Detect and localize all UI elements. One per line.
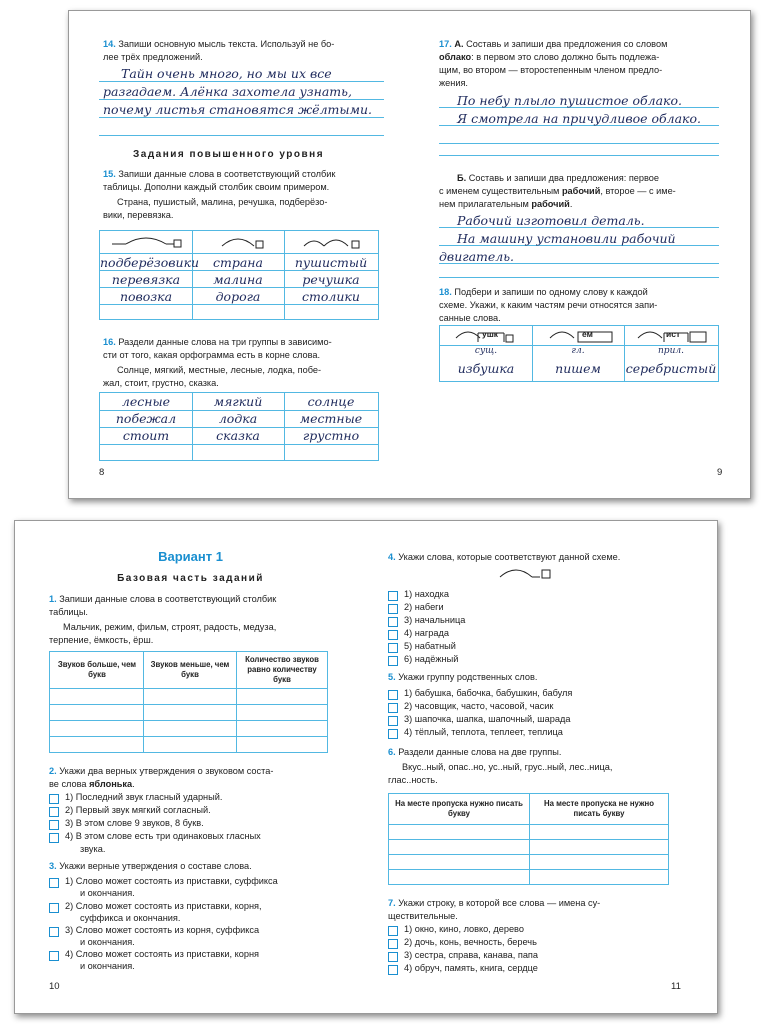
task-1: 1. Запиши данные слова в соответствующий столбик xyxy=(49,594,277,604)
answer-checkbox[interactable] xyxy=(49,807,59,817)
part-of-speech: сущ. xyxy=(474,346,498,356)
morpheme-scheme-icon xyxy=(110,234,184,250)
task-16: 16. Раздели данные слова на три группы в зависимо- xyxy=(103,337,332,347)
task-3: 3. Укажи верные утверждения о составе слова. xyxy=(49,861,252,871)
variant-title: Вариант 1 xyxy=(158,549,223,564)
answer-checkbox[interactable] xyxy=(49,903,59,913)
task-14: 14. Запиши основную мысль текста. Используй не бо- xyxy=(103,39,335,49)
handwritten-answer-14-1: Тайн очень много, но мы их все xyxy=(121,66,332,81)
writing-line xyxy=(99,117,384,118)
table-cell: мягкий xyxy=(213,394,263,409)
answer-checkbox[interactable] xyxy=(388,591,398,601)
table-cell: пишем xyxy=(555,361,601,376)
task-7-line2: ществительные. xyxy=(388,911,458,921)
task-6-words2: глас..ность. xyxy=(388,775,438,785)
task-18: 18. Подбери и запиши по одному слову к каждой xyxy=(439,287,648,297)
option-label: 1) Последний звук гласный ударный. xyxy=(65,792,223,802)
morpheme-scheme-icon xyxy=(218,234,268,250)
answer-checkbox[interactable] xyxy=(388,716,398,726)
option-label-cont: и окончания. xyxy=(80,888,135,898)
option-label-cont: и окончания. xyxy=(80,961,135,971)
task-1-words2: терпение, ёмкость, ёрш. xyxy=(49,635,154,645)
task-16-words2: жал, стоит, грустно, сказка. xyxy=(103,378,219,388)
table-cell: подберёзовики xyxy=(100,255,200,270)
table-cell: повозка xyxy=(119,289,173,304)
option-label: 3) сестра, справа, канава, папа xyxy=(404,950,539,960)
answer-checkbox[interactable] xyxy=(388,690,398,700)
task-5: 5. Укажи группу родственных слов. xyxy=(388,672,538,682)
table-cell: страна xyxy=(213,255,263,270)
writing-line xyxy=(439,143,719,144)
option-label: 1) находка xyxy=(404,589,449,599)
table-cell: грустно xyxy=(302,428,360,443)
page-9 xyxy=(409,11,750,498)
section-subtitle: Базовая часть заданий xyxy=(117,573,264,584)
task-6-words: Вкус..ный, опас..но, ус..ный, грус..ный, лес..ница, xyxy=(402,762,613,772)
answer-checkbox[interactable] xyxy=(388,617,398,627)
table-1 xyxy=(49,651,328,753)
task-15-words: Страна, пушистый, малина, речушка, подберёзо- xyxy=(117,197,328,207)
option-label: 2) часовщик, часто, часовой, часик xyxy=(404,701,554,711)
task-15: 15. Запиши данные слова в соответствующий столбик xyxy=(103,169,336,179)
option-label: 3) Слово может состоять из корня, суффикса xyxy=(65,925,260,935)
answer-checkbox[interactable] xyxy=(388,729,398,739)
page-number: 10 xyxy=(49,981,60,992)
answer-checkbox[interactable] xyxy=(388,630,398,640)
writing-line xyxy=(99,135,384,136)
task-15-words2: вики, перевязка. xyxy=(103,210,174,220)
page-11 xyxy=(366,521,717,1013)
bottom-spread xyxy=(14,520,718,1014)
table-header: Количество звуков равно количеству букв xyxy=(245,655,319,684)
morpheme-label: ист xyxy=(666,329,681,339)
handwritten-answer-17a-2: Я смотрела на причудливое облако. xyxy=(457,111,702,126)
option-label-cont: суффикса и окончания. xyxy=(80,913,181,923)
option-label: 4) обруч, память, книга, сердце xyxy=(404,963,538,973)
task-15-line2: таблицы. Дополни каждый столбик своим примером. xyxy=(103,182,330,192)
table-header: Звуков меньше, чем букв xyxy=(150,660,230,679)
option-label: 3) В этом слове 9 звуков, 8 букв. xyxy=(65,818,204,828)
option-label: 4) тёплый, теплота, теплеет, теплица xyxy=(404,727,563,737)
task-17a-line3: щим, во втором — второстепенным членом предло- xyxy=(439,65,663,75)
task-14-line2: лее трёх предложений. xyxy=(103,52,203,62)
task-17b-line2: с именем существительным рабочий, второе — с име- xyxy=(439,186,676,196)
option-label: 4) В этом слове есть три одинаковых гласных xyxy=(65,831,261,841)
answer-checkbox[interactable] xyxy=(388,604,398,614)
morpheme-label: ем xyxy=(582,329,593,339)
answer-checkbox[interactable] xyxy=(388,703,398,713)
task-17b: Б. Составь и запиши два предложения: первое xyxy=(457,173,660,183)
task-17a: 17. А. Составь и запиши два предложения со словом xyxy=(439,39,668,49)
task-18-line3: санные слова. xyxy=(439,313,501,323)
option-label: 5) набатный xyxy=(404,641,456,651)
table-cell: столики xyxy=(302,289,360,304)
answer-checkbox[interactable] xyxy=(49,833,59,843)
answer-checkbox[interactable] xyxy=(49,878,59,888)
task-18-line2: схеме. Укажи, к каким частям речи относятся запи- xyxy=(439,300,658,310)
page-number: 8 xyxy=(99,467,105,478)
handwritten-answer-17b-2: На машину установили рабочий xyxy=(457,231,676,246)
task-6: 6. Раздели данные слова на две группы. xyxy=(388,747,562,757)
writing-line xyxy=(99,81,384,82)
table-cell: местные xyxy=(299,411,363,426)
answer-checkbox[interactable] xyxy=(388,643,398,653)
handwritten-answer-17a-1: По небу плыло пушистое облако. xyxy=(457,93,683,108)
option-label: 3) начальница xyxy=(404,615,466,625)
answer-checkbox[interactable] xyxy=(49,927,59,937)
answer-checkbox[interactable] xyxy=(388,952,398,962)
option-label: 2) дочь, конь, вечность, беречь xyxy=(404,937,537,947)
top-spread xyxy=(68,10,751,499)
table-cell: перевязка xyxy=(111,272,181,287)
task-2-line2: ве слова яблонька. xyxy=(49,779,135,789)
option-label: 2) Первый звук мягкий согласный. xyxy=(65,805,211,815)
table-cell: сказка xyxy=(216,428,260,443)
answer-checkbox[interactable] xyxy=(388,965,398,975)
table-6 xyxy=(388,793,669,885)
part-of-speech: гл. xyxy=(571,346,585,356)
task-4: 4. Укажи слова, которые соответствуют данной схеме. xyxy=(388,552,621,562)
writing-line xyxy=(439,277,719,278)
section-heading: Задания повышенного уровня xyxy=(133,149,325,160)
handwritten-answer-14-2: разгадаем. Алёнка захотела узнать, xyxy=(103,84,352,99)
table-cell: речушка xyxy=(302,272,360,287)
answer-checkbox[interactable] xyxy=(49,820,59,830)
handwritten-answer-14-3: почему листья становятся жёлтыми. xyxy=(103,102,372,117)
answer-checkbox[interactable] xyxy=(49,794,59,804)
writing-line xyxy=(439,155,719,156)
table-cell: побежал xyxy=(115,411,177,426)
option-label: 4) Слово может состоять из приставки, корня xyxy=(65,949,259,959)
morpheme-scheme-icon xyxy=(496,564,558,582)
answer-checkbox[interactable] xyxy=(388,926,398,936)
task-7: 7. Укажи строку, в которой все слова — имена су- xyxy=(388,898,601,908)
table-cell: дорога xyxy=(215,289,261,304)
task-17a-line2: облако: в первом это слово должно быть подлежа- xyxy=(439,52,660,62)
answer-checkbox[interactable] xyxy=(388,939,398,949)
table-18 xyxy=(439,325,719,382)
handwritten-answer-17b-3: двигатель. xyxy=(439,249,515,264)
option-label: 1) бабушка, бабочка, бабушкин, бабуля xyxy=(404,688,573,698)
page-number: 9 xyxy=(717,467,723,478)
option-label: 4) награда xyxy=(404,628,449,638)
table-header: Звуков больше, чем букв xyxy=(57,660,137,679)
task-17a-line4: жения. xyxy=(439,78,468,88)
table-header: На месте пропуска нужно писать букву xyxy=(395,799,523,818)
option-label-cont: звука. xyxy=(80,844,106,854)
table-cell: лесные xyxy=(121,394,171,409)
option-label: 2) Слово может состоять из приставки, корня, xyxy=(65,901,262,911)
answer-checkbox[interactable] xyxy=(388,656,398,666)
option-label-cont: и окончания. xyxy=(80,937,135,947)
option-label: 1) окно, кино, ловко, дерево xyxy=(404,924,524,934)
option-label: 2) набеги xyxy=(404,602,444,612)
task-1-line2: таблицы. xyxy=(49,607,88,617)
table-16 xyxy=(99,392,379,461)
table-cell: избушка xyxy=(457,361,515,376)
writing-line xyxy=(99,99,384,100)
table-header: На месте пропуска не нужно писать букву xyxy=(544,799,654,818)
morpheme-scheme-icon xyxy=(300,234,366,250)
task-1-words: Мальчик, режим, фильм, строят, радость, медуза, xyxy=(63,622,277,632)
answer-checkbox[interactable] xyxy=(49,951,59,961)
page-number: 11 xyxy=(671,981,681,992)
table-cell: пушистый xyxy=(294,255,368,270)
table-15 xyxy=(99,230,379,320)
option-label: 1) Слово может состоять из приставки, суффикса xyxy=(65,876,278,886)
task-16-words: Солнце, мягкий, местные, лесные, лодка, побе- xyxy=(117,365,322,375)
page-8 xyxy=(69,11,409,498)
table-cell: лодка xyxy=(218,411,258,426)
page-10 xyxy=(15,521,366,1013)
table-cell: малина xyxy=(213,272,263,287)
table-cell: солнце xyxy=(307,394,355,409)
task-17b-line3: нем прилагательным рабочий. xyxy=(439,199,573,209)
part-of-speech: прил. xyxy=(658,346,684,356)
option-label: 3) шапочка, шапка, шапочный, шарада xyxy=(404,714,571,724)
option-label: 6) надёжный xyxy=(404,654,459,664)
table-cell: стоит xyxy=(122,428,170,443)
morpheme-label: ушк xyxy=(482,329,499,339)
task-2: 2. Укажи два верных утверждения о звуковом соста- xyxy=(49,766,274,776)
handwritten-answer-17b-1: Рабочий изготовил деталь. xyxy=(457,213,645,228)
task-16-line2: сти от того, какая орфограмма есть в корне слова. xyxy=(103,350,321,360)
table-cell: серебристый xyxy=(625,361,717,376)
